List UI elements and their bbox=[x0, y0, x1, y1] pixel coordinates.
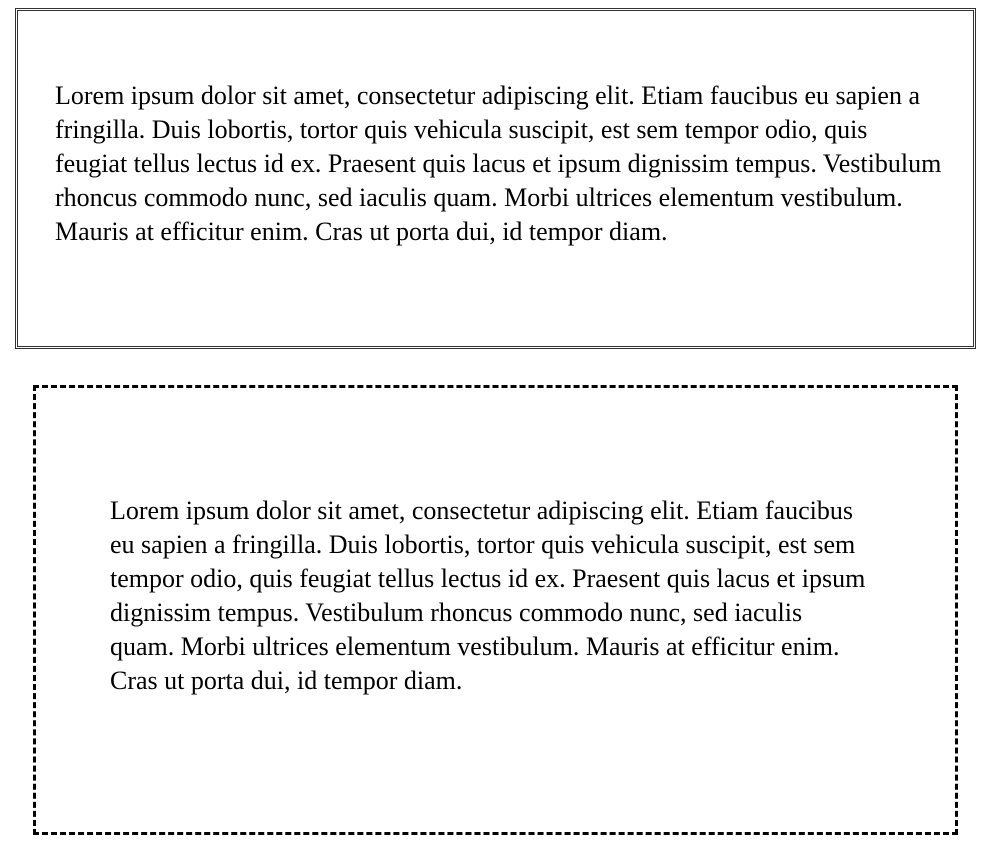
double-bordered-box bbox=[15, 8, 976, 349]
double-box-paragraph: Lorem ipsum dolor sit amet, consectetur adipiscing elit. Etiam faucibus eu sapien a fringilla. Duis lobortis, tortor quis vehicula suscipit, est sem tempor odio, quis feugiat tellus lectus id ex. Praesent quis lacus et ipsum dignissim tempus. Vestibulum rhoncus commodo nunc, sed iaculis quam. Morbi ultrices elementum vestibulum. Mauris at efficitur enim. Cras ut porta dui, id tempor diam. bbox=[55, 81, 942, 246]
dashed-bordered-box bbox=[33, 385, 958, 835]
dashed-box-paragraph: Lorem ipsum dolor sit amet, consectetur adipiscing elit. Etiam faucibus eu sapien a fringilla. Duis lobortis, tortor quis vehicula suscipit, est sem tempor odio, quis feugiat tellus lectus id ex. Praesent quis lacus et ipsum dignissim tempus. Vestibulum rhoncus commodo nunc, sed iaculis quam. Morbi ultrices elementum vestibulum. Mauris at efficitur enim. Cras ut porta dui, id tempor diam. bbox=[110, 496, 866, 695]
